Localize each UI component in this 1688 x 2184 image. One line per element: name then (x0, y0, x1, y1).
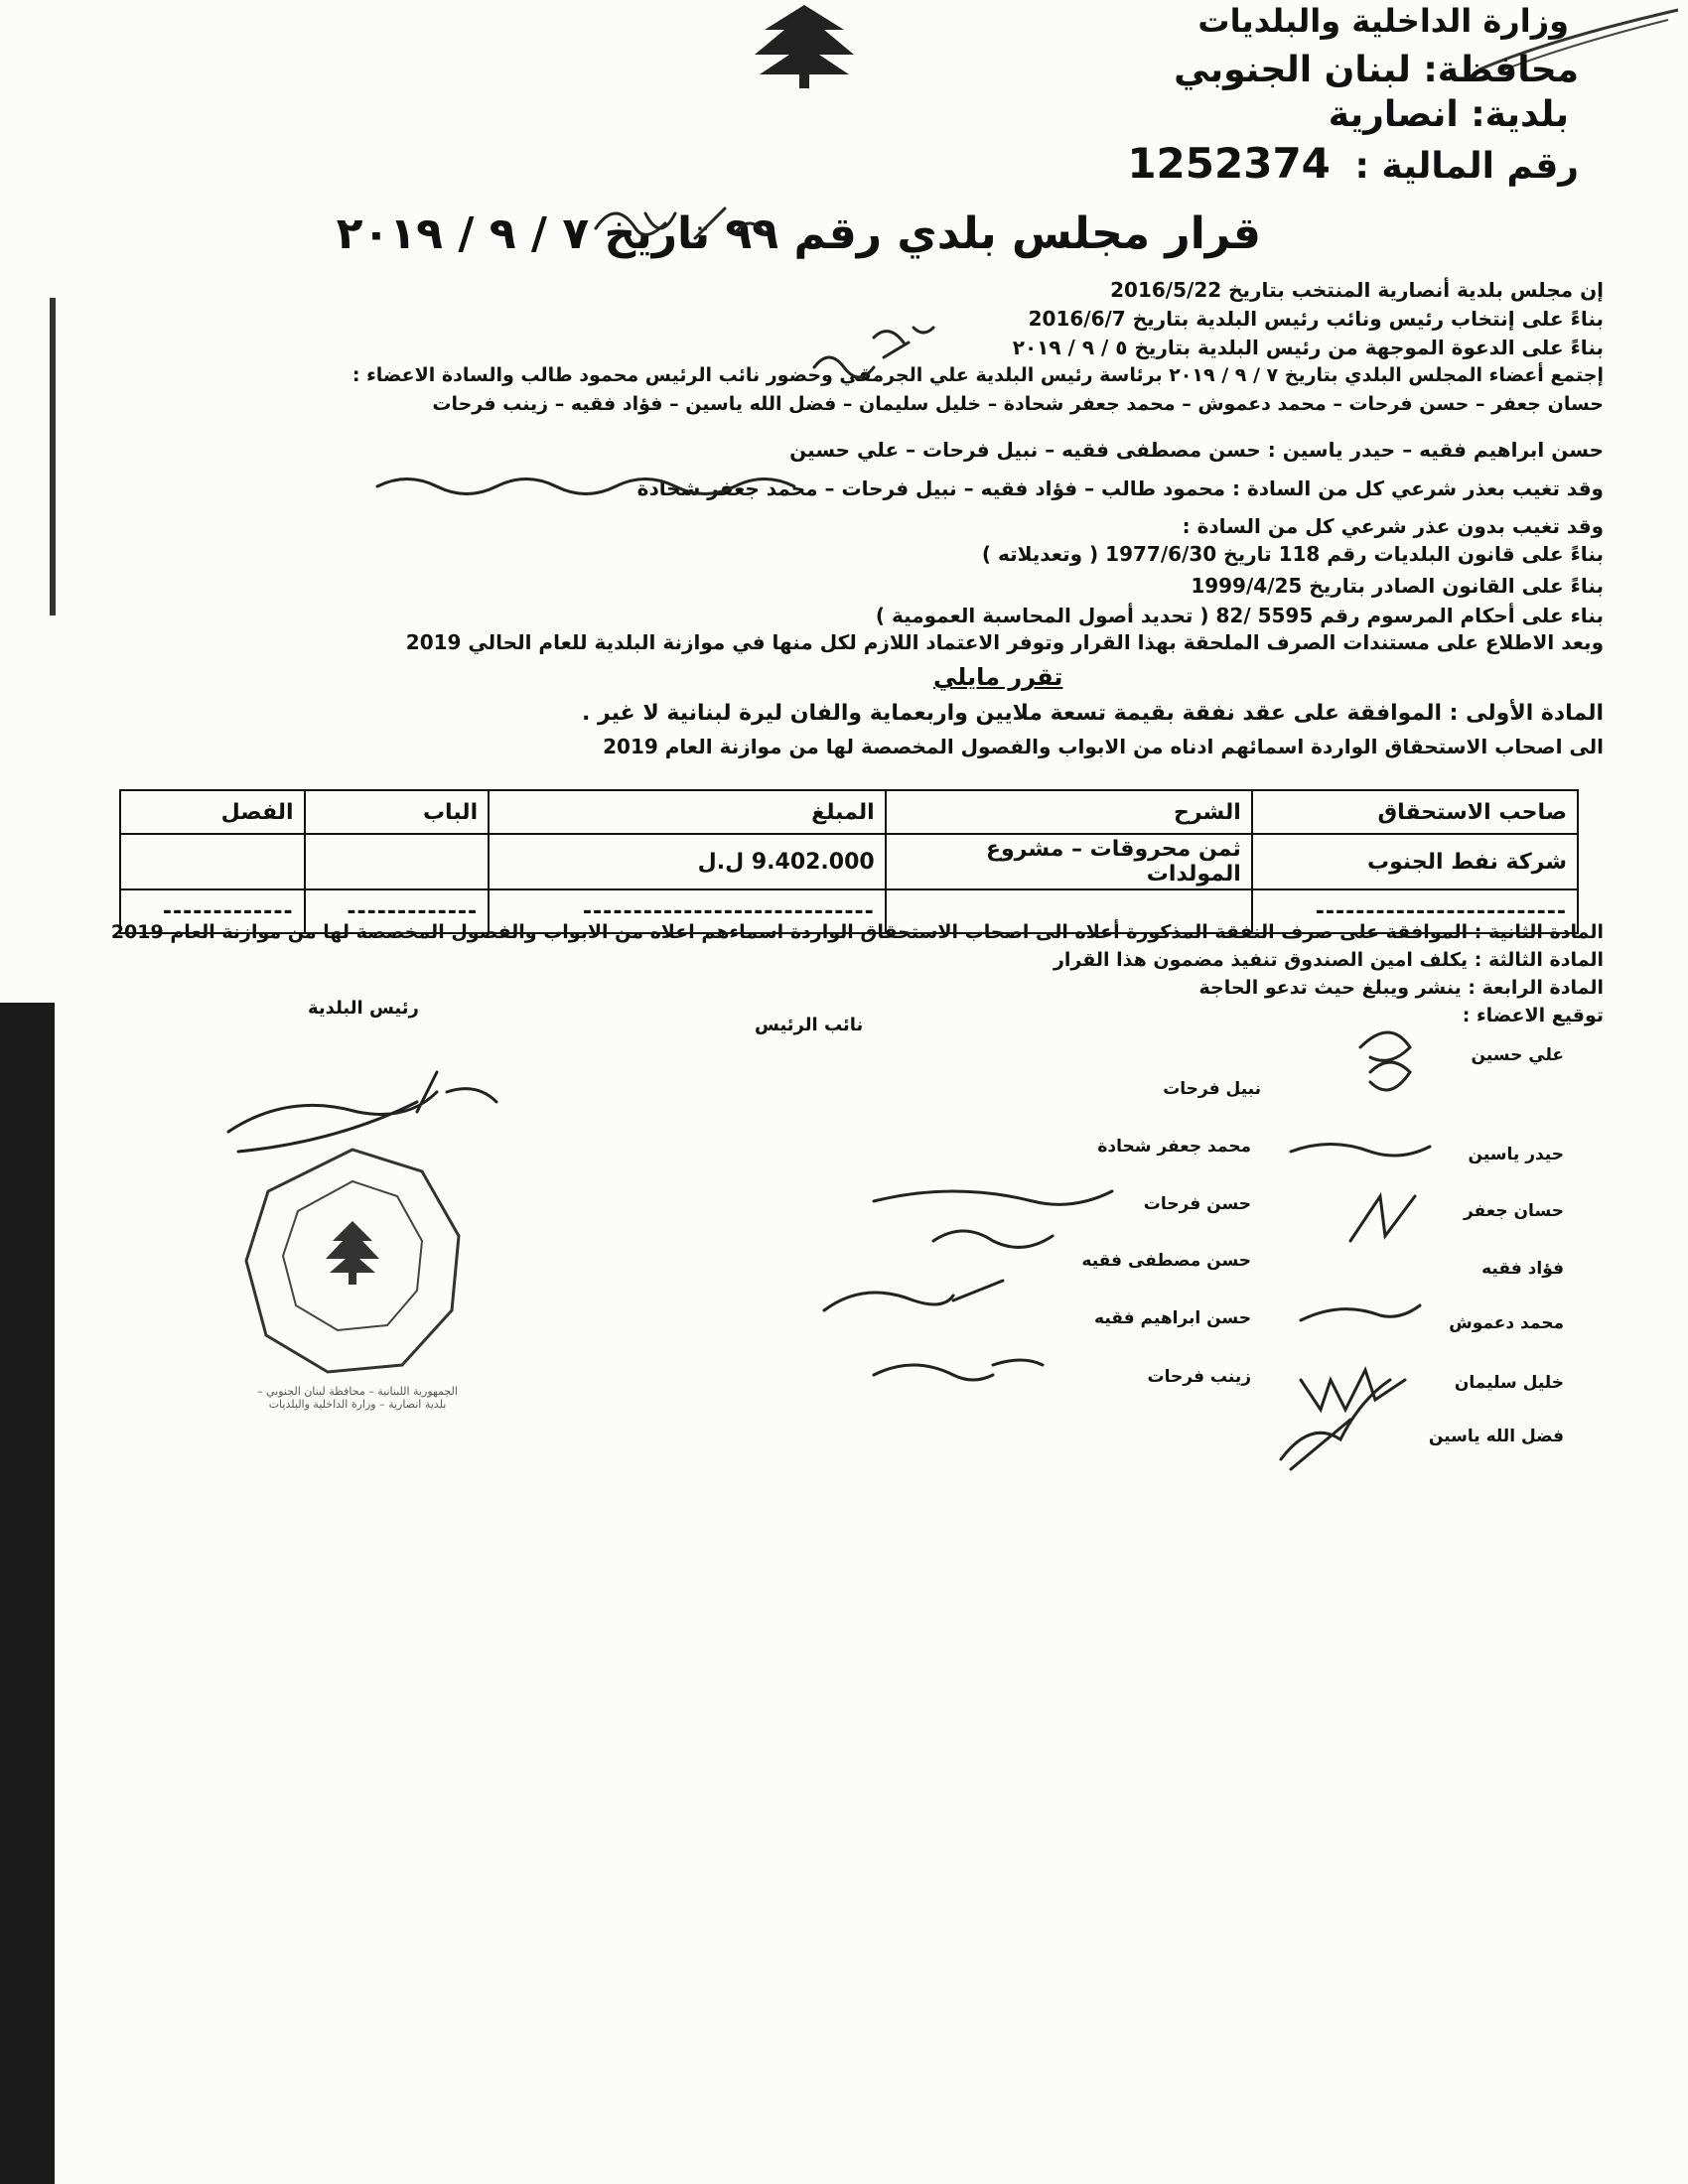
cell-dash: ------------------------- (1252, 889, 1578, 933)
member-name: خليل سليمان (1454, 1373, 1564, 1393)
article-1: المادة الأولى : الموافقة على عقد نفقة بقيمة تسعة ملايين واربعماية والفان ليرة لبنانية لا غير . (582, 701, 1604, 726)
member-name: حسن فرحات (1143, 1194, 1251, 1214)
member-name: فضل الله ياسين (1428, 1427, 1564, 1446)
member-name: محمد دعموش (1449, 1313, 1564, 1333)
deputy-label: نائب الرئيس (755, 1015, 864, 1035)
ministry-name: وزارة الداخلية والبلديات (1197, 2, 1569, 40)
body-line: وبعد الاطلاع على مستندات الصرف الملحقة بهذا القرار وتوفر الاعتماد اللازم لكل منها في موازنة البلدية للعام الحالي 2019 (405, 630, 1604, 654)
body-line: بناءً على إنتخاب رئيس ونائب رئيس البلدية بتاريخ 2016/6/7 (1028, 307, 1604, 331)
page-title: قرار مجلس بلدي رقم ٩٩ تاريخ ٧ / ٩ / ٢٠١٩ (336, 208, 1261, 259)
body-line: وقد تغيب بعذر شرعي كل من السادة : محمود طالب – فؤاد فقيه – نبيل فرحات – محمد جعفر شحادة (636, 477, 1604, 500)
body-line: بناء على أحكام المرسوم رقم 5595 /82 ( تحديد أصول المحاسبة العمومية ) (875, 604, 1604, 627)
body-line: إجتمع أعضاء المجلس البلدي بتاريخ ٧ / ٩ / ٢٠١٩ برئاسة رئيس البلدية علي الجرمقي وحضور نائب الرئيس محمود طالب والسادة الاعضاء : (352, 364, 1604, 386)
cell-dash: ------------- (305, 889, 490, 933)
body-line: بناءً على القانون الصادر بتاريخ 1999/4/25 (1191, 574, 1604, 598)
official-stamp-icon (238, 1142, 467, 1380)
article-2: المادة الثانية : الموافقة على صرف النفقة المذكورة أعلاه الى اصحاب الاستحقاق الواردة اسماءهم اعلاه من الابواب والفصول المخصصة لها من موازنة العام 2019 (110, 921, 1604, 943)
decides-heading: تقرر مايلي (933, 663, 1063, 691)
member-name: علي حسين (1471, 1045, 1564, 1065)
article-1-continued: الى اصحاب الاستحقاق الواردة اسمائهم ادناه من الابواب والفصول المخصصة لها من موازنة العام 2019 (603, 735, 1604, 758)
header-description: الشرح (886, 790, 1252, 834)
body-line: وقد تغيب بدون عذر شرعي كل من السادة : (1182, 514, 1604, 538)
cell-beneficiary: شركة نفط الجنوب (1252, 834, 1578, 889)
article-3: المادة الثالثة : يكلف امين الصندوق تنفيذ مضمون هذا القرار (1053, 949, 1604, 971)
member-name: زينب فرحات (1147, 1367, 1251, 1387)
signatures-label: توقيع الاعضاء : (1462, 1005, 1604, 1026)
header-section: الفصل (120, 790, 305, 834)
body-line: حسن ابراهيم فقيه – حيدر ياسين : حسن مصطفى فقيه – نبيل فرحات – علي حسين (789, 438, 1604, 462)
cell-dash: ----------------------------- (489, 889, 886, 933)
header-amount: المبلغ (489, 790, 886, 834)
header-beneficiary: صاحب الاستحقاق (1252, 790, 1578, 834)
member-name: فؤاد فقيه (1481, 1259, 1564, 1279)
member-name: حسن ابراهيم فقيه (1094, 1308, 1251, 1328)
member-name: حيدر ياسين (1468, 1145, 1564, 1164)
cell-description: ثمن محروقات – مشروع المولدات (886, 834, 1252, 889)
body-line: إن مجلس بلدية أنصارية المنتخب بتاريخ 2016/5/22 (1110, 278, 1604, 302)
article-4: المادة الرابعة : ينشر ويبلغ حيث تدعو الحاجة (1198, 977, 1604, 999)
municipality: بلدية: انصارية (1328, 94, 1569, 135)
cell-dash: ------------- (120, 889, 305, 933)
body-line: حسان جعفر – حسن فرحات – محمد دعموش – محمد جعفر شحادة – خليل سليمان – فضل الله ياسين – فؤاد فقيه – زينب فرحات (432, 393, 1604, 415)
stamp-text: الجمهورية اللبنانية – محافظة لبنان الجنوبي – بلدية انصارية – وزارة الداخلية والبلديات (257, 1385, 458, 1411)
mayor-label: رئيس البلدية (308, 998, 419, 1019)
header-chapter: الباب (305, 790, 490, 834)
finance-number-label: رقم المالية : (1354, 146, 1579, 187)
finance-number: 1252374 (1127, 139, 1331, 188)
cell-amount: 9.402.000 ل.ل (489, 834, 886, 889)
governorate: محافظة: لبنان الجنوبي (1174, 50, 1579, 90)
body-line: بناءً على قانون البلديات رقم 118 تاريخ 1977/6/30 ( وتعديلاته ) (981, 542, 1604, 566)
body-line: بناءً على الدعوة الموجهة من رئيس البلدية بتاريخ ٥ / ٩ / ٢٠١٩ (1012, 336, 1604, 359)
member-name: نبيل فرحات (1163, 1079, 1261, 1099)
member-name: محمد جعفر شحادة (1097, 1137, 1251, 1157)
member-name: حسان جعفر (1463, 1201, 1564, 1221)
member-name: حسن مصطفى فقيه (1081, 1251, 1251, 1271)
